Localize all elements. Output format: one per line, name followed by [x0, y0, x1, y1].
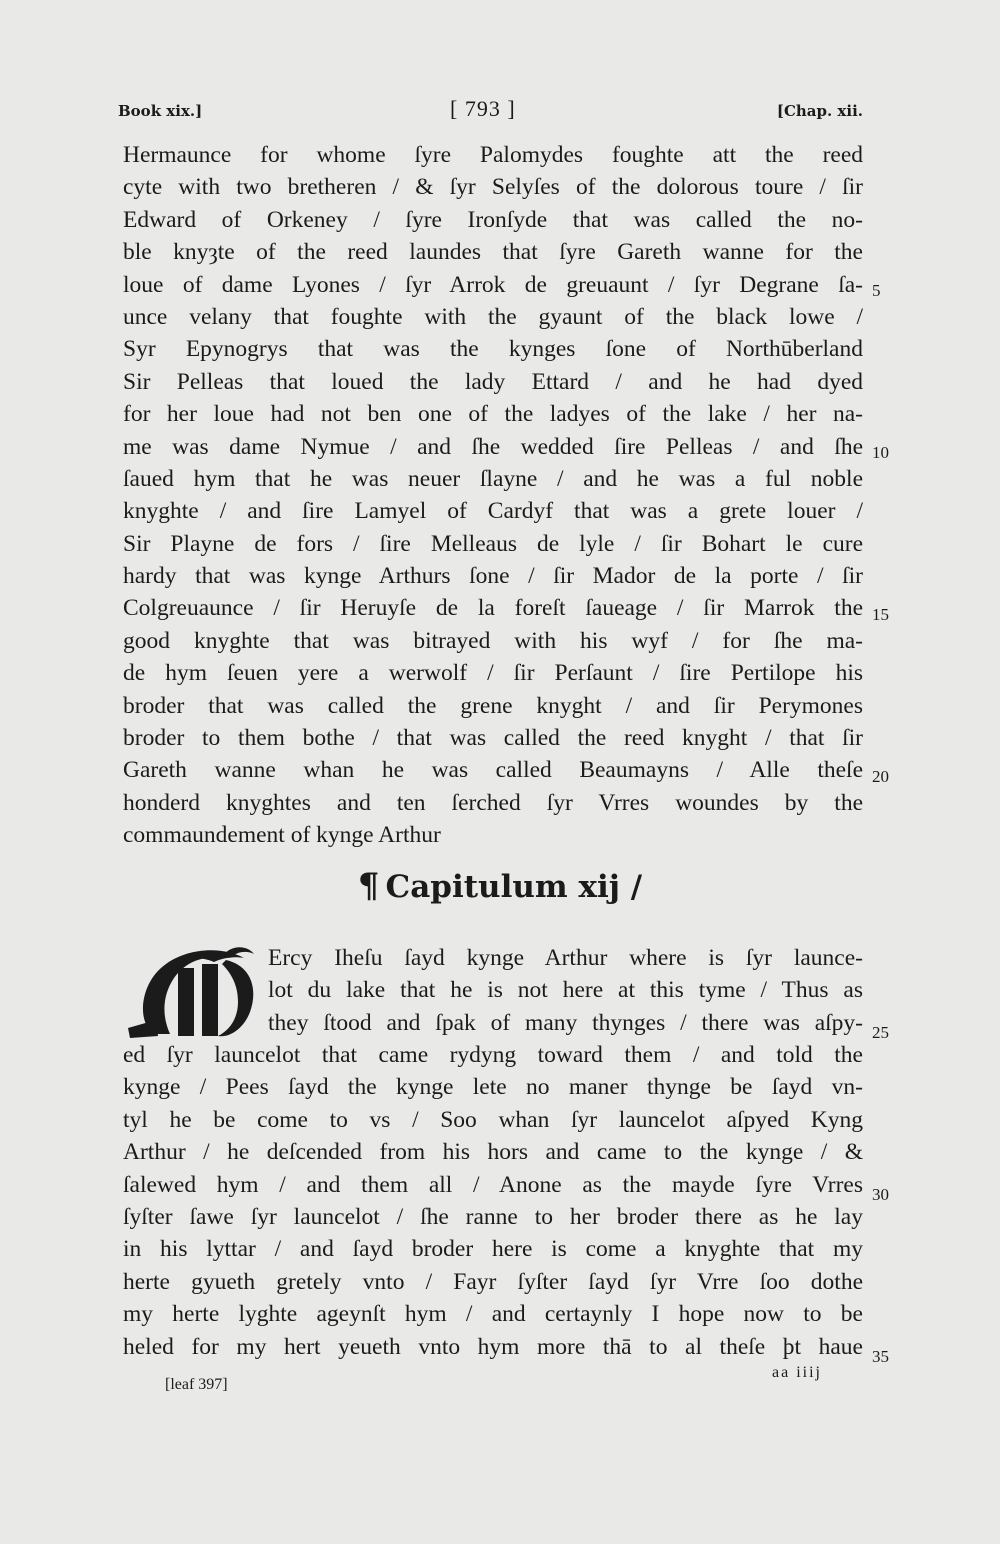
pilcrow-icon: ¶	[357, 866, 380, 906]
line-number: 25	[872, 1023, 889, 1042]
text-line: they ſtood and ſpak of many thynges / there was aſpy-	[268, 1009, 863, 1036]
running-header	[118, 96, 863, 132]
book-number: Book xix.]	[118, 102, 203, 120]
chapter-number: [Chap. xii.	[776, 102, 863, 120]
signature-mark: aa iiij	[772, 1364, 822, 1381]
text-line: in his lyttar / and ſayd broder here is come a knyghte that my	[123, 1236, 863, 1263]
line-number: 20	[872, 767, 889, 786]
text-line: broder that was called the grene knyght / and ſir Perymones	[123, 692, 863, 719]
text-line: tyl he be come to vs / Soo whan ſyr launcelot aſpyed Kyng	[123, 1106, 863, 1133]
text-line: Arthur / he deſcended from his hors and came to the kynge / &	[123, 1139, 863, 1166]
paragraph-two	[123, 1039, 863, 1363]
leaf-reference: [leaf 397]	[165, 1376, 228, 1393]
line-number: 30	[872, 1185, 889, 1204]
page-number: [ 793 ]	[450, 96, 516, 121]
text-line: herte gyueth gretely vnto / Fayr ſyſter ſayd ſyr Vrre ſoo dothe	[123, 1268, 863, 1295]
paragraph-two-indented	[268, 942, 863, 1039]
text-line: loue of dame Lyones / ſyr Arrok de greuaunt / ſyr Degrane ſa-	[123, 271, 863, 298]
text-line: cyte with two bretheren / & ſyr Selyſes of the dolorous toure / ſir	[123, 174, 863, 201]
text-line: me was dame Nymue / and ſhe wedded ſire Pelleas / and ſhe	[123, 433, 863, 460]
text-line: Ercy Iheſu ſayd kynge Arthur where is ſyr launce-	[268, 945, 863, 971]
chapter-title: Capitulum xij /	[385, 869, 643, 905]
decorated-initial-m-icon	[126, 942, 264, 1042]
line-number: 10	[872, 443, 889, 462]
text-line: ſyſter ſawe ſyr launcelot / ſhe ranne to her broder there as he lay	[123, 1203, 863, 1230]
text-line: honderd knyghtes and ten ſerched ſyr Vrres woundes by the	[123, 789, 863, 816]
text-line: Gareth wanne whan he was called Beaumayns / Alle theſe	[123, 757, 863, 784]
text-line: Sir Playne de fors / ſire Melleaus de lyle / ſir Bohart le cure	[123, 530, 863, 557]
paragraph-one	[123, 139, 863, 852]
text-line: commaundement of kynge Arthur	[123, 822, 441, 849]
text-line: heled for my hert yeueth vnto hym more thā to al theſe þt haue	[123, 1333, 863, 1360]
text-line: broder to them bothe / that was called the reed knyght / that ſir	[123, 725, 863, 752]
text-line: de hym ſeuen yere a werwolf / ſir Perſaunt / ſire Pertilope his	[123, 660, 863, 687]
text-line: ſaued hym that he was neuer ſlayne / and he was a ful noble	[123, 465, 863, 492]
text-line: Edward of Orkeney / ſyre Ironſyde that was called the no-	[123, 206, 863, 233]
line-number: 15	[872, 605, 889, 624]
line-number: 5	[872, 281, 881, 300]
text-line: ſalewed hym / and them all / Anone as the mayde ſyre Vrres	[123, 1171, 863, 1198]
text-line: ble knyȝte of the reed laundes that ſyre Gareth wanne for the	[123, 239, 863, 266]
line-number: 35	[872, 1347, 889, 1366]
text-line: my herte lyghte ageynſt hym / and certaynly I hope now to be	[123, 1301, 863, 1328]
text-line: ed ſyr launcelot that came rydyng toward them / and told the	[123, 1042, 863, 1068]
text-line: kynge / Pees ſayd the kynge lete no maner thynge be ſayd vn-	[123, 1074, 863, 1101]
text-line: Syr Epynogrys that was the kynges ſone of Northūberland	[123, 336, 863, 363]
text-line: good knyghte that was bitrayed with his wyf / for ſhe ma-	[123, 627, 863, 654]
text-line: Hermaunce for whome ſyre Palomydes foughte att the reed	[123, 142, 863, 168]
text-line: knyghte / and ſire Lamyel of Cardyf that was a grete louer /	[123, 498, 863, 525]
text-line: hardy that was kynge Arthurs ſone / ſir Mador de la porte / ſir	[123, 563, 863, 590]
chapter-heading	[0, 866, 1000, 906]
text-line: Sir Pelleas that loued the lady Ettard / and he had dyed	[123, 368, 863, 395]
text-line: Colgreuaunce / ſir Heruyſe de la foreſt ſaueage / ſir Marrok the	[123, 595, 863, 622]
text-line: lot du lake that he is not here at this tyme / Thus as	[268, 977, 863, 1004]
text-line: unce velany that foughte with the gyaunt of the black lowe /	[123, 303, 863, 330]
text-line: for her loue had not ben one of the ladyes of the lake / her na-	[123, 401, 863, 428]
